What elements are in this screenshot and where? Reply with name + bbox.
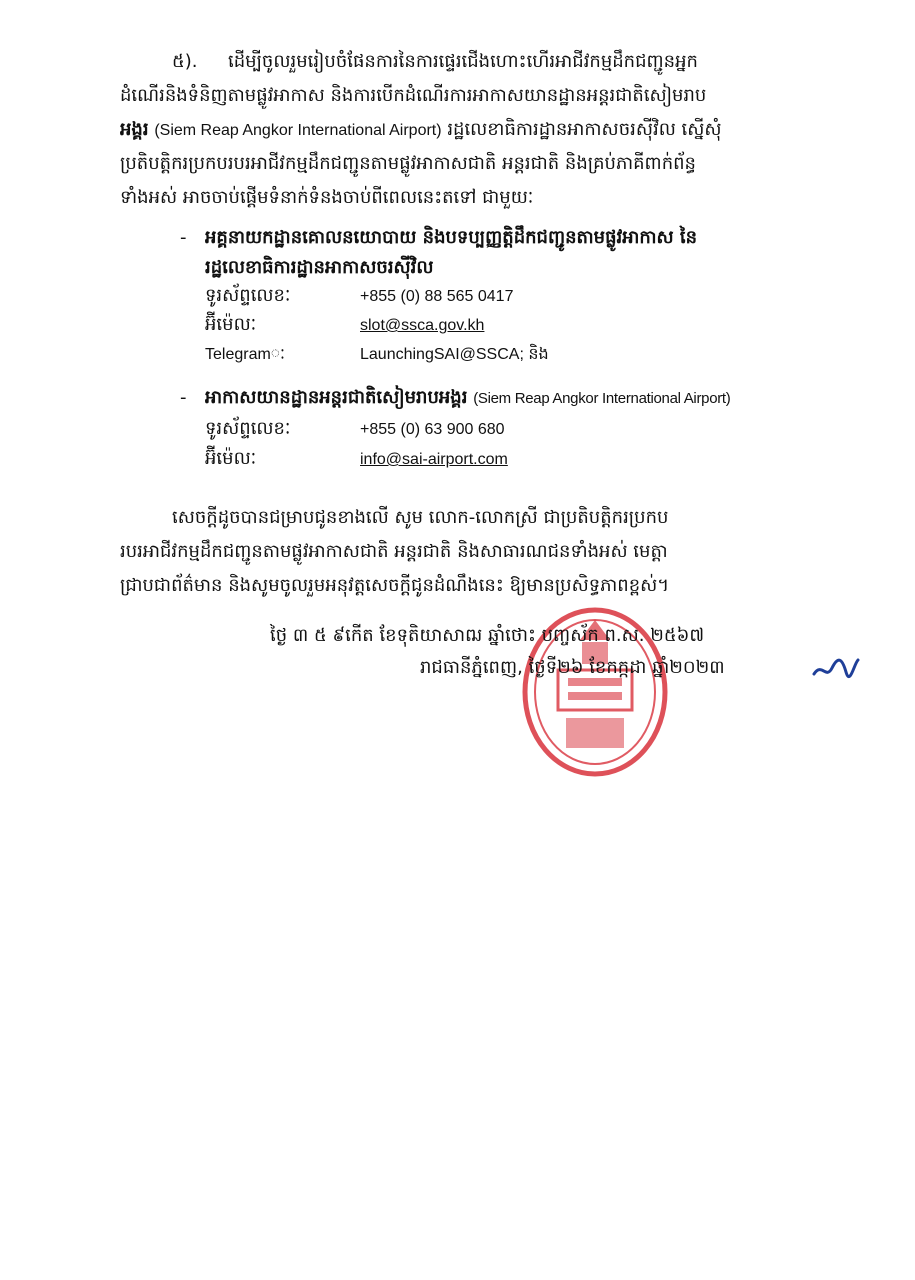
section5-line-3-rest: រដ្ឋលេខាធិការដ្ឋានអាកាសចរស៊ីវិល ស្នើសុំ bbox=[447, 119, 722, 140]
contact1-telegram-label: Telegramៈ bbox=[205, 346, 286, 363]
section5-line-2: ដំណើរនិងទំនិញតាមផ្លូវអាកាស និងការបើកដំណើរការអាកាសយានដ្ឋានអន្តរជាតិសៀមរាប bbox=[120, 85, 707, 106]
closing-line-2: របរអាជីវកម្មដឹកជញ្ជូនតាមផ្លូវអាកាសជាតិ អន្តរជាតិ និងសាធារណជនទាំងអស់ មេត្តា bbox=[120, 541, 668, 562]
contact2-phone-value: +855 (0) 63 900 680 bbox=[360, 421, 505, 438]
closing-line-3: ជ្រាបជាព័ត៌មាន និងសូមចូលរួមអនុវត្តសេចក្តីជូនដំណឹងនេះ ឱ្យមានប្រសិទ្ធភាពខ្ពស់។ bbox=[120, 575, 670, 596]
contact1-telegram-value: LaunchingSAI@SSCA; និង bbox=[360, 346, 549, 363]
contact1-bullet: - bbox=[180, 227, 187, 248]
contact1-phone-value: +855 (0) 88 565 0417 bbox=[360, 288, 514, 305]
contact2-email-link[interactable]: info@sai-airport.com bbox=[360, 451, 508, 468]
contact1-phone-label: ទូរស័ព្ទលេខៈ bbox=[205, 285, 291, 306]
date-lunar: ថ្ងៃ ៣ ៥ ៩កើត ខែទុតិយាសាឍ ឆ្នាំថោះ បញ្ចស័ក ព.ស. ២៥៦៧ bbox=[270, 625, 705, 646]
contact2-phone-label: ទូរស័ព្ទលេខៈ bbox=[205, 418, 291, 439]
contact2-bullet: - bbox=[180, 387, 187, 408]
contact2-title bbox=[205, 386, 731, 411]
section-number: ៥). bbox=[172, 51, 198, 72]
contact2-title-khmer: អាកាសយានដ្ឋានអន្តរជាតិសៀមរាបអង្គរ bbox=[205, 387, 468, 408]
section5-line-1: ដើម្បីចូលរួមរៀបចំផែនការនៃការផ្ទេរជើងហោះហើរអាជីវកម្មដឹកជញ្ជូនអ្នក bbox=[228, 51, 698, 72]
contact2-email-label: អ៊ីម៉េលៈ bbox=[205, 448, 257, 469]
section5-line-4: ប្រតិបត្តិករប្រកបរបរអាជីវកម្មដឹកជញ្ជូនតាមផ្លូវអាកាសជាតិ អន្តរជាតិ និងគ្រប់ភាគីពាក់ព័ន្ធ bbox=[120, 153, 696, 174]
section5-line-3-bold: អង្គរ bbox=[120, 119, 149, 140]
contact1-email-link[interactable]: slot@ssca.gov.kh bbox=[360, 317, 485, 334]
contact1-title-line-1: អគ្គនាយកដ្ឋានគោលនយោបាយ និងបទប្បញ្ញត្តិដឹកជញ្ជូនតាមផ្លូវអាកាស នៃ bbox=[205, 227, 698, 248]
closing-line-1: សេចក្តីដូចបានជម្រាបជូនខាងលើ សូម លោក-លោកស្រី ជាប្រតិបត្តិករប្រកប bbox=[172, 507, 669, 528]
section5-line-3 bbox=[120, 118, 722, 143]
contact1-email-label: អ៊ីម៉េលៈ bbox=[205, 314, 257, 335]
section5-line-5: ទាំងអស់ អាចចាប់ផ្តើមទំនាក់ទំនងចាប់ពីពេលនេះតទៅ ជាមួយៈ bbox=[120, 187, 534, 208]
signature-icon bbox=[812, 654, 860, 682]
contact1-title-line-2: រដ្ឋលេខាធិការដ្ឋានអាកាសចរស៊ីវិល bbox=[205, 257, 434, 278]
section5-line-3-latin: (Siem Reap Angkor International Airport) bbox=[154, 122, 442, 139]
contact2-title-latin: (Siem Reap Angkor International Airport) bbox=[473, 390, 731, 407]
date-solar: រាជធានីភ្នំពេញ, ថ្ងៃទី២៦ ខែកក្កដា ឆ្នាំ២០២៣ bbox=[420, 657, 725, 678]
